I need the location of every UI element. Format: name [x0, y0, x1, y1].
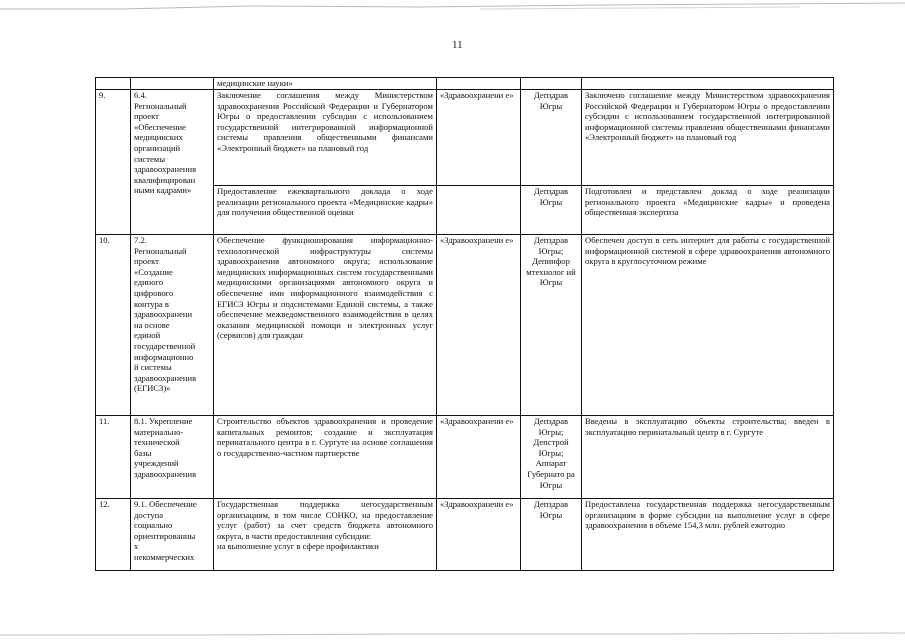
cell-project: 8.1. Укрепление материально- технической базы учреждений здравоохранения: [131, 416, 214, 499]
cell-executor: Депздрав Югры; Депинфор мтехнолог ий Югры: [521, 235, 582, 416]
cell-responsible: «Здравоохранени е»: [437, 90, 521, 186]
cell-empty: [131, 78, 214, 90]
table-row: [96, 90, 834, 186]
cell-executor: Депздрав Югры: [521, 186, 582, 235]
cell-empty: [96, 78, 131, 90]
cell-responsible: «Здравоохранени е»: [437, 235, 521, 416]
cell-measure: Заключение соглашения между Министерством здравоохранения Российской Федерации и Губернатором Югры о предоставлении субсидии с использованием государственной интегрированной информационной системы правления общественными финансами «Электронный бюджет» на плановый год: [214, 90, 437, 186]
table-row: [96, 235, 834, 416]
cell-project: 7.2. Региональный проект «Создание единого цифрового контура в здравоохранени на основе единой государственной информационно й системы здравоохранения (ЕГИСЗ)»: [131, 235, 214, 416]
cell-empty: [582, 78, 834, 90]
cell-measure: Обеспечение функционирования информационно-технологической инфраструктуры системы здравоохранения автономного округа; использование медицинских информационных систем государственными медицинскими организациями автономного округа и обеспечение ими информационного взаимодействия с ЕГИСЗ Югры и подсистемами Единой системы, а также обеспечение межведомственного взаимодействия в целях оказания медицинской помощи и электронных услуг (сервисов) для граждан: [214, 235, 437, 416]
table-row: [96, 416, 834, 499]
cell-executor: Депздрав Югры; Депстрой Югры; Аппарат Губернато ра Югры: [521, 416, 582, 499]
cell-responsible: «Здравоохранени е»: [437, 499, 521, 571]
cell-row-number: 9.: [96, 90, 131, 235]
cell-result: Подготовлен и представлен доклад о ходе реализации регионального проекта «Медицинские кадры» и проведена общественная экспертиза: [582, 186, 834, 235]
cell-result: Предоставлена государственная поддержка негосударственным организациям в форме субсидии на выполнение услуг в сфере здравоохранения в объеме 154,3 млн. рублей ежегодно: [582, 499, 834, 571]
cell-measure: медицинские науки»: [214, 78, 437, 90]
scan-edge-bottom: [0, 628, 905, 640]
cell-measure: Строительство объектов здравоохранения и проведение капитальных ремонтов; создание и эксплуатация перинатального центра в г. Сургуте на основе соглашения о государственно-частном партнерстве: [214, 416, 437, 499]
cell-measure: Предоставление ежеквартального доклада о ходе реализации регионального проекта «Медицинские кадры» для получения общественной оценки: [214, 186, 437, 235]
page-number: 11: [452, 39, 463, 51]
cell-project: 6.4. Региональный проект «Обеспечение медицинских организаций системы здравоохранения квалифицирован ными кадрами»: [131, 90, 214, 235]
cell-row-number: 12.: [96, 499, 131, 571]
cell-responsible: «Здравоохранени е»: [437, 416, 521, 499]
cell-result: Обеспечен доступ в сеть интернет для работы с государственной информационной системой в сфере здравоохранения автономного округа в круглосуточном режиме: [582, 235, 834, 416]
cell-measure: Государственная поддержка негосударственным организациям, в том числе СОНКО, на предоставление услуг (работ) за счет средств бюджета автономного округа, в части предоставления субсидии: на выполнение услуг в сфере профилактики: [214, 499, 437, 571]
cell-empty: [521, 78, 582, 90]
cell-executor: Депздрав Югры: [521, 499, 582, 571]
cell-empty: [437, 78, 521, 90]
cell-result: Введены в эксплуатацию объекты строительства; введен в эксплуатацию перинатальный центр в г. Сургуте: [582, 416, 834, 499]
cell-responsible: [437, 186, 521, 235]
scan-edge-top: [0, 0, 905, 14]
table-row-continuation: [96, 78, 834, 90]
table-row: [96, 499, 834, 571]
cell-row-number: 10.: [96, 235, 131, 416]
cell-row-number: 11.: [96, 416, 131, 499]
cell-project: 9.1. Обеспечение доступа социально ориентированны х некоммерческих: [131, 499, 214, 571]
cell-result: Заключено соглашение между Министерством здравоохранения Российской Федерации и Губернатором Югры о предоставлении субсидии с использованием государственной интегрированной информационной системы правления общественными финансами «Электронный бюджет» на плановый год: [582, 90, 834, 186]
measures-table: [95, 77, 834, 571]
cell-executor: Депздрав Югры: [521, 90, 582, 186]
